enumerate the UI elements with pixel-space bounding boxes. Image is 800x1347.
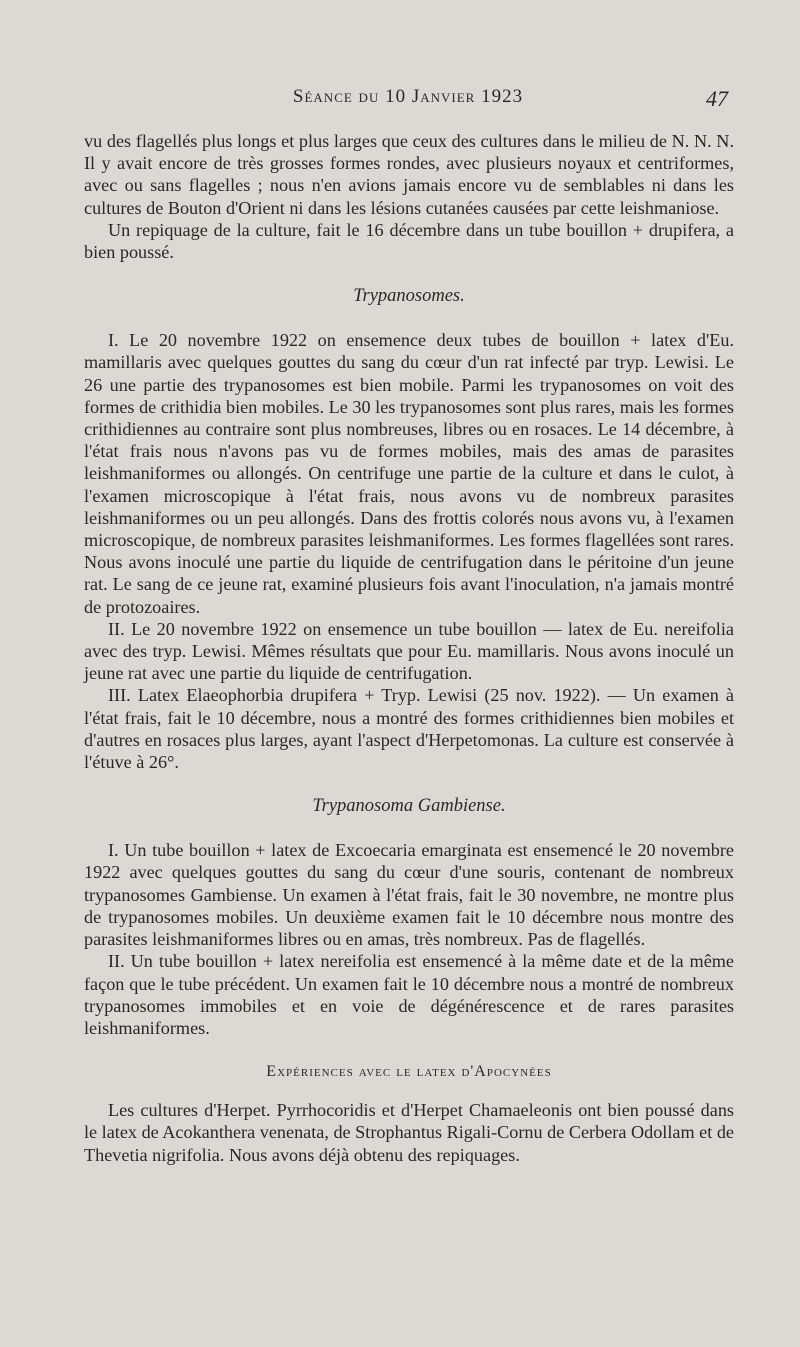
running-title: Séance du 10 Janvier 1923 <box>292 86 524 107</box>
paragraph-8: Les cultures d'Herpet. Pyrrhocoridis et d'Herpet Chamaeleonis ont bien poussé dans le latex de Acokanthera venenata, de Strophantus Rigali-Cornu de Cerbera Odollam et de Thevetia nigrifolia. Nous avons déjà obtenu des repiquages. <box>84 1100 734 1165</box>
section-title-apocynees: Expériences avec le latex d'Apocynées <box>266 1063 552 1081</box>
paragraph-2: Un repiquage de la culture, fait le 16 décembre dans un tube bouillon + drupifera, a bien poussé. <box>84 219 734 263</box>
running-head <box>88 86 728 114</box>
section-title-gambiense: Trypanosoma Gambiense. <box>312 796 506 817</box>
paragraph-3: I. Le 20 novembre 1922 on ensemence deux tubes de bouillon + latex d'Eu. mamillaris avec quelques gouttes du sang du cœur d'un rat infecté par tryp. Lewisi. Le 26 une partie des trypanosomes est bien mobile. Parmi les trypanosomes on voit des formes de crithidia bien mobiles. Le 30 les trypanosomes sont plus rares, mais les formes crithidiennes au contraire sont plus nombreuses, libres ou en rosaces. Le 14 décembre, à l'état frais nous n'avons pas vu de formes mobiles, mais des amas de parasites leishmaniformes ou allongés. On centrifuge une partie de la culture et dans le culot, à l'examen microscopique à l'état frais, nous avons vu de nombreux parasites leishmaniformes ou un peu allongés. Dans des frottis colorés nous avons vu, à l'examen microscopique, de nombreux parasites leishmaniformes. Les formes flagellées sont rares. Nous avons inoculé une partie du liquide de centrifugation dans le péritoine d'un jeune rat. Le sang de ce jeune rat, examiné plusieurs fois avant l'inoculation, n'a jamais montré de protozoaires. <box>84 330 734 617</box>
paragraph-1: vu des flagellés plus longs et plus larges que ceux des cultures dans le milieu de N. N. N. Il y avait encore de très grosses formes rondes, avec plusieurs noyaux et centriformes, avec ou sans flagelles ; nous n'en avions jamais encore vu de semblables ni dans les cultures de Bouton d'Orient ni dans les lésions cutanées causées par cette leishmaniose. <box>84 131 734 218</box>
paragraph-6: I. Un tube bouillon + latex de Excoecaria emarginata est ensemencé le 20 novembre 1922 avec quelques gouttes du sang du cœur d'une souris, contenant de nombreux trypanosomes Gambiense. Un examen à l'état frais, fait le 30 novembre, ne montre plus de trypanosomes mobiles. Un deuxième examen fait le 10 décembre nous montre des parasites leishmaniformes libres ou en amas, très nombreux. Pas de flagellés. <box>84 840 734 950</box>
page-number: 47 <box>706 86 728 111</box>
paragraph-4: II. Le 20 novembre 1922 on ensemence un tube bouillon — latex de Eu. nereifolia avec des tryp. Lewisi. Mêmes résultats que pour Eu. mamillaris. Nous avons inoculé un jeune rat avec une partie du liquide de centrifugation. <box>84 618 734 684</box>
paragraph-5: III. Latex Elaeophorbia drupifera + Tryp. Lewisi (25 nov. 1922). — Un examen à l'état frais, fait le 10 décembre, nous a montré des formes crithidiennes bien mobiles et d'autres en rosaces plus larges, ayant l'aspect d'Herpetomonas. La culture est conservée à l'étuve à 26°. <box>84 685 734 773</box>
section-title-trypanosomes: Trypanosomes. <box>353 286 465 307</box>
text-body <box>84 130 734 1166</box>
paragraph-7: II. Un tube bouillon + latex nereifolia est ensemencé à la même date et de la même façon que le tube précédent. Un examen fait le 10 décembre nous a montré de nombreux trypanosomes immobiles et en voie de dégénérescence et de rares parasites leishmaniformes. <box>84 951 734 1038</box>
